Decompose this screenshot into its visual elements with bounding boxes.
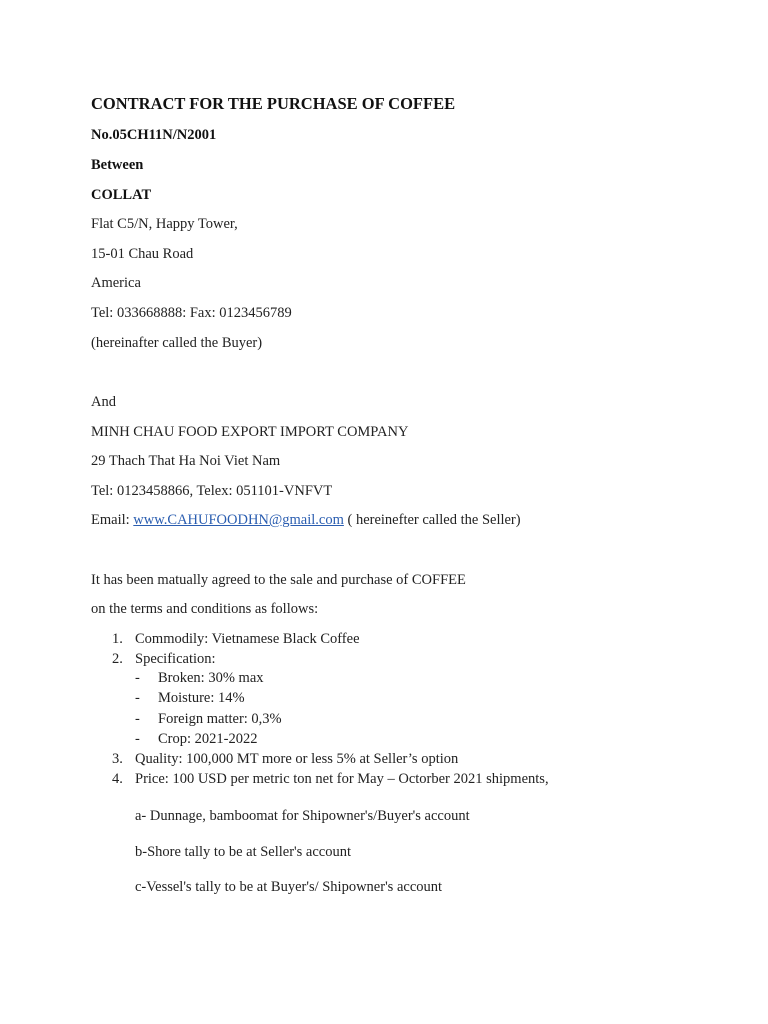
spec-crop: Crop: 2021-2022 bbox=[158, 731, 258, 747]
contract-number: No.05CH11N/N2001 bbox=[91, 127, 217, 143]
spec-moisture: Moisture: 14% bbox=[158, 690, 245, 706]
intro-line2: on the terms and conditions as follows: bbox=[91, 601, 319, 617]
seller-tel-telex: Tel: 0123458866, Telex: 051101-VNFVT bbox=[91, 483, 333, 499]
buyer-role: (hereinafter called the Buyer) bbox=[91, 335, 263, 351]
buyer-address-line2: 15-01 Chau Road bbox=[91, 246, 194, 262]
seller-role: ( hereinefter called the Seller) bbox=[343, 512, 521, 528]
spec-dash: - bbox=[135, 690, 140, 706]
seller-email-line bbox=[91, 511, 521, 529]
seller-name: MINH CHAU FOOD EXPORT IMPORT COMPANY bbox=[91, 424, 409, 440]
buyer-address-line1: Flat C5/N, Happy Tower, bbox=[91, 216, 238, 232]
seller-email-label: Email: bbox=[91, 512, 134, 528]
buyer-tel-fax: Tel: 033668888: Fax: 0123456789 bbox=[91, 305, 292, 321]
price-note-dunnage: a- Dunnage, bamboomat for Shipowner's/Buyer's account bbox=[135, 808, 470, 824]
spec-dash: - bbox=[135, 711, 140, 727]
and-label: And bbox=[91, 394, 116, 410]
contract-title: CONTRACT FOR THE PURCHASE OF COFFEE bbox=[91, 94, 456, 113]
spec-dash: - bbox=[135, 670, 140, 686]
buyer-name: COLLAT bbox=[91, 187, 152, 203]
list-item-number: 3. bbox=[112, 751, 123, 767]
price-note-shore-tally: b-Shore tally to be at Seller's account bbox=[135, 844, 352, 860]
price-note-vessel-tally: c-Vessel's tally to be at Buyer's/ Shipowner's account bbox=[135, 879, 443, 895]
list-item-price: Price: 100 USD per metric ton net for May – Octorber 2021 shipments, bbox=[135, 771, 549, 787]
seller-address: 29 Thach That Ha Noi Viet Nam bbox=[91, 453, 281, 469]
spec-broken: Broken: 30% max bbox=[158, 670, 264, 686]
intro-line1: It has been matually agreed to the sale and purchase of COFFEE bbox=[91, 572, 466, 588]
spec-foreign-matter: Foreign matter: 0,3% bbox=[158, 711, 282, 727]
buyer-country: America bbox=[91, 275, 141, 291]
list-item-number: 1. bbox=[112, 631, 123, 647]
list-item-number: 2. bbox=[112, 651, 123, 667]
list-item-quality: Quality: 100,000 MT more or less 5% at Seller’s option bbox=[135, 751, 459, 767]
list-item-specification: Specification: bbox=[135, 651, 216, 667]
between-label: Between bbox=[91, 157, 144, 173]
list-item-number: 4. bbox=[112, 771, 123, 787]
spec-dash: - bbox=[135, 731, 140, 747]
list-item-commodity: Commodily: Vietnamese Black Coffee bbox=[135, 631, 360, 647]
seller-email-link[interactable]: www.CAHUFOODHN@gmail.com bbox=[133, 512, 344, 528]
